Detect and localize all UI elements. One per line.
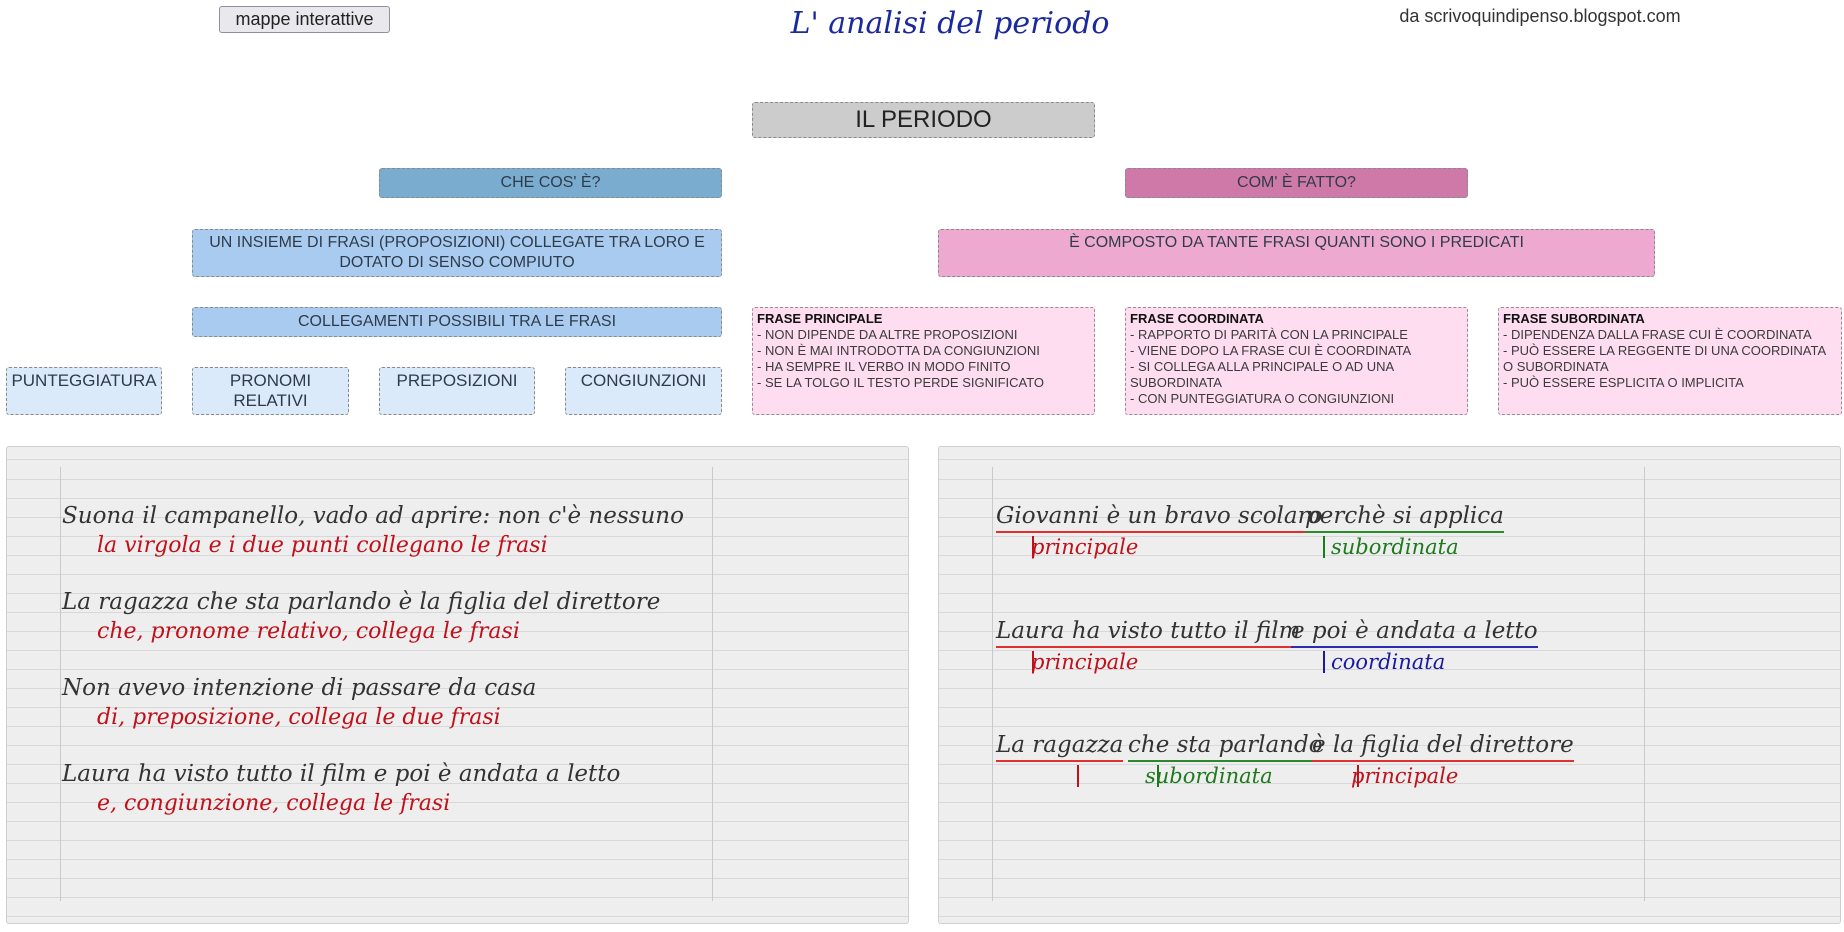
label-principale: principale bbox=[1031, 650, 1139, 674]
label-subordinata: subordinata bbox=[1145, 764, 1273, 788]
frase-subordinata-line: - DIPENDENZA DALLA FRASE CUI È COORDINATA bbox=[1503, 327, 1812, 342]
node-definition bbox=[192, 229, 722, 277]
left-notebook bbox=[6, 446, 909, 924]
label-tick bbox=[1077, 765, 1079, 787]
label-coordinata: coordinata bbox=[1331, 650, 1446, 674]
frase-coordinata-line: - SI COLLEGA ALLA PRINCIPALE O AD UNA SUBORDINATA bbox=[1130, 359, 1394, 390]
label-tick bbox=[1323, 651, 1325, 673]
node-com-e-fatto bbox=[1125, 168, 1468, 198]
node-che-cos-e bbox=[379, 168, 722, 198]
example-sentence-4: Laura ha visto tutto il film e poi è andata a letto bbox=[62, 761, 621, 787]
frase-coordinata-line: - VIENE DOPO LA FRASE CUI È COORDINATA bbox=[1130, 343, 1412, 358]
node-preposizioni-label: PREPOSIZIONI bbox=[396, 371, 518, 390]
root-node-il-periodo bbox=[752, 102, 1095, 138]
clause-subordinata: che sta parlando bbox=[1128, 732, 1323, 762]
root-node-label: IL PERIODO bbox=[855, 106, 992, 133]
frase-coordinata-line: - CON PUNTEGGIATURA O CONGIUNZIONI bbox=[1130, 391, 1395, 406]
notebook-margin-line bbox=[712, 467, 713, 901]
node-com-e-fatto-label: COM' È FATTO? bbox=[1237, 174, 1356, 191]
frase-subordinata-line: - PUÒ ESSERE LA REGGENTE DI UNA COORDINATA O SUBORDINATA bbox=[1503, 343, 1826, 374]
frase-coordinata-title: FRASE COORDINATA bbox=[1130, 311, 1264, 326]
page-title: L' analisi del periodo bbox=[790, 6, 1110, 41]
node-punteggiatura-label: PUNTEGGIATURA bbox=[11, 371, 157, 390]
node-congiunzioni bbox=[565, 367, 722, 415]
source-text: da scrivoquindipenso.blogspot.com bbox=[1399, 6, 1681, 26]
node-composition bbox=[938, 229, 1655, 277]
node-punteggiatura bbox=[6, 367, 162, 415]
node-frase-subordinata bbox=[1498, 307, 1842, 415]
frase-subordinata-title: FRASE SUBORDINATA bbox=[1503, 311, 1645, 326]
clause-principale: è la figlia del direttore bbox=[1312, 732, 1574, 762]
frase-principale-line: - HA SEMPRE IL VERBO IN MODO FINITO bbox=[757, 359, 1011, 374]
node-links-title bbox=[192, 307, 722, 337]
node-pronomi-relativi bbox=[192, 367, 349, 415]
node-frase-coordinata bbox=[1125, 307, 1468, 415]
node-congiunzioni-label: CONGIUNZIONI bbox=[580, 371, 707, 390]
label-principale: principale bbox=[1351, 764, 1459, 788]
node-links-title-label: COLLEGAMENTI POSSIBILI TRA LE FRASI bbox=[297, 313, 617, 330]
clause-principale: La ragazza bbox=[996, 732, 1123, 762]
example-note-4: e, congiunzione, collega le frasi bbox=[97, 791, 451, 816]
label-tick bbox=[1323, 536, 1325, 558]
node-frase-principale bbox=[752, 307, 1095, 415]
frase-principale-line: - NON DIPENDE DA ALTRE PROPOSIZIONI bbox=[757, 327, 1018, 342]
node-preposizioni bbox=[379, 367, 535, 415]
notebook-margin-line bbox=[1644, 467, 1645, 901]
node-definition-label: UN INSIEME DI FRASI (PROPOSIZIONI) COLLEGATE TRA LORO E DOTATO DI SENSO COMPIUTO bbox=[209, 234, 705, 271]
frase-subordinata-line: - PUÒ ESSERE ESPLICITA O IMPLICITA bbox=[1503, 375, 1744, 390]
example-note-3: di, preposizione, collega le due frasi bbox=[97, 705, 501, 730]
mappe-interattive-button[interactable]: mappe interattive bbox=[219, 6, 390, 33]
label-subordinata: subordinata bbox=[1331, 535, 1459, 559]
node-pronomi-relativi-label: PRONOMI RELATIVI bbox=[229, 371, 312, 410]
clause-subordinata: perchè si applica bbox=[1305, 503, 1504, 533]
example-note-2: che, pronome relativo, collega le frasi bbox=[97, 619, 520, 644]
example-sentence-1: Suona il campanello, vado ad aprire: non c'è nessuno bbox=[62, 503, 684, 529]
frase-principale-title: FRASE PRINCIPALE bbox=[757, 311, 883, 326]
notebook-margin-line bbox=[60, 467, 61, 901]
example-sentence-2: La ragazza che sta parlando è la figlia del direttore bbox=[62, 589, 661, 615]
frase-coordinata-line: - RAPPORTO DI PARITÀ CON LA PRINCIPALE bbox=[1130, 327, 1408, 342]
node-che-cos-e-label: CHE COS' È? bbox=[500, 174, 601, 191]
clause-principale: Laura ha visto tutto il film bbox=[996, 618, 1300, 648]
right-notebook bbox=[938, 446, 1841, 924]
frase-principale-line: - SE LA TOLGO IL TESTO PERDE SIGNIFICATO bbox=[757, 375, 1045, 390]
clause-principale: Giovanni è un bravo scolaro bbox=[996, 503, 1322, 533]
frase-principale-line: - NON È MAI INTRODOTTA DA CONGIUNZIONI bbox=[757, 343, 1040, 358]
example-sentence-3: Non avevo intenzione di passare da casa bbox=[62, 675, 537, 701]
notebook-margin-line bbox=[992, 467, 993, 901]
clause-coordinata: e poi è andata a letto bbox=[1291, 618, 1538, 648]
node-composition-label: È COMPOSTO DA TANTE FRASI QUANTI SONO I PREDICATI bbox=[1069, 234, 1524, 251]
example-note-1: la virgola e i due punti collegano le frasi bbox=[97, 533, 548, 558]
label-principale: principale bbox=[1031, 535, 1139, 559]
